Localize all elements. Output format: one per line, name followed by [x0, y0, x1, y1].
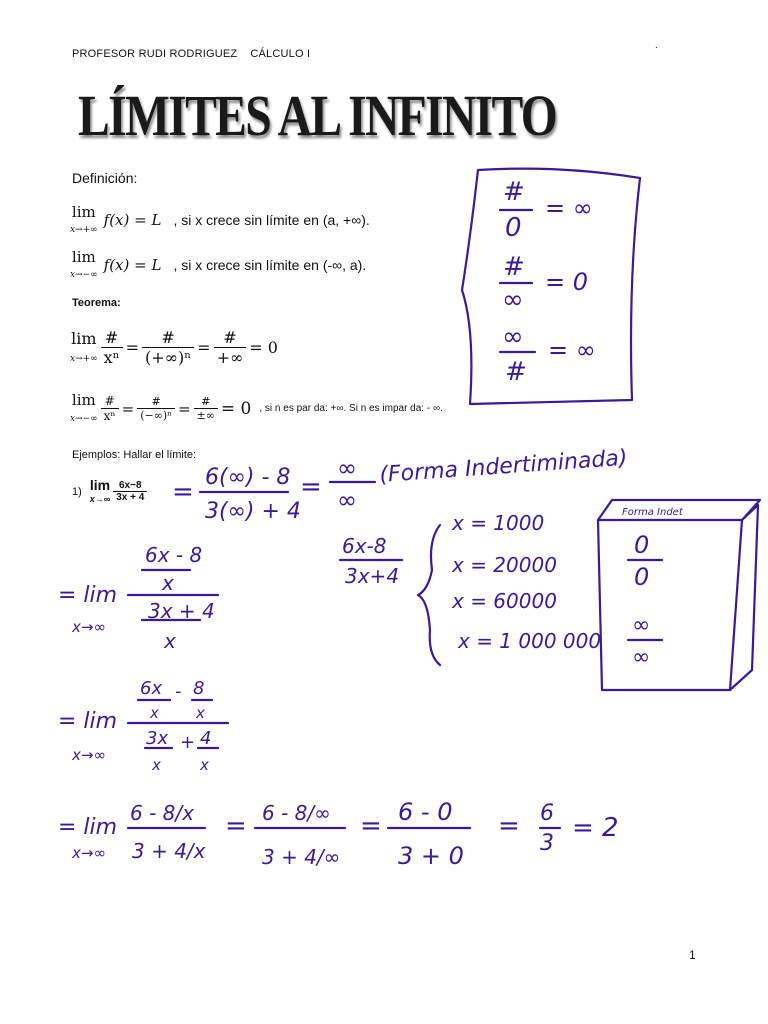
denominator: ±∞	[196, 409, 215, 423]
denominator: xⁿ	[103, 348, 120, 367]
definition-text: , si x crece sin límite en (a, +∞).	[173, 212, 370, 229]
example-number: 1)	[72, 485, 82, 498]
step2-top-den: x	[162, 571, 174, 595]
result: = 0	[220, 398, 252, 419]
lim-subscript: x→+∞	[70, 224, 98, 235]
step3-a-num: 6x	[140, 678, 163, 699]
step3-c-num: 3x	[146, 728, 169, 749]
step1-num: 6(∞) - 8	[205, 465, 291, 490]
book-f2-den: ∞	[632, 645, 651, 670]
result: = 0	[249, 338, 278, 357]
book-f2-num: ∞	[632, 613, 651, 638]
step4-c: 6 - 8/∞	[262, 801, 331, 825]
lim-subscript: x→+∞	[70, 353, 98, 364]
lim-word: lim	[89, 477, 111, 493]
step4-eq-1: =	[225, 811, 247, 841]
rule-3-num: ∞	[502, 322, 524, 352]
step1-note: (Forma Indertiminada)	[378, 445, 629, 488]
lim-word: lim	[71, 248, 96, 266]
definition-expr: f(x) = L	[103, 256, 162, 275]
lim-word: lim	[71, 328, 97, 348]
step1-eq: =	[172, 477, 194, 507]
step3-c-den: x	[152, 756, 161, 774]
step2-top-num: 6x - 8	[145, 543, 203, 567]
step4-g-den: 3	[540, 831, 554, 856]
header-author: PROFESOR RUDI RODRIGUEZ	[72, 48, 238, 60]
definition-expr: f(x) = L	[103, 211, 162, 230]
examples-heading: Ejemplos: Hallar el límite:	[72, 449, 197, 461]
step4-a: 6 - 8/x	[130, 801, 194, 825]
book-f1-num: 0	[634, 531, 650, 559]
lim-subscript: x→−∞	[70, 413, 98, 424]
theorem-heading: Teorema:	[72, 297, 121, 309]
numerator: #	[194, 395, 218, 409]
step1-eq2: =	[300, 472, 322, 502]
numerator: #	[101, 394, 119, 409]
denominator: 3x + 4	[116, 492, 145, 504]
step1-res-den: ∞	[337, 486, 357, 514]
step4-g-result: = 2	[572, 813, 619, 843]
lim-word: lim	[71, 203, 96, 221]
book-label: Forma Indet	[622, 507, 683, 518]
header-dot: .	[655, 40, 658, 51]
equals: =	[125, 338, 140, 357]
definition-text: , si x crece sin límite en (-∞, a).	[173, 257, 367, 274]
denominator: (+∞)ⁿ	[145, 348, 192, 367]
step3-d-num: 4	[200, 728, 212, 749]
lim-subscript: x→−∞	[70, 269, 98, 280]
step3-d-den: x	[200, 756, 209, 774]
step4-e: 6 - 0	[398, 798, 453, 826]
denominator: (−∞)ⁿ	[140, 409, 172, 423]
step2-bot-den: x	[164, 629, 176, 653]
side-num: 6x-8	[342, 534, 387, 558]
equals: =	[197, 338, 211, 357]
numerator: #	[101, 328, 123, 348]
book-shape	[730, 505, 758, 690]
numerator: #	[142, 328, 194, 348]
side-value: x = 1000	[452, 511, 545, 535]
step3-plus: +	[180, 732, 196, 753]
step4-eq-3: =	[498, 811, 520, 841]
step2-eq: = lim	[58, 583, 118, 608]
lim-word: lim	[71, 391, 96, 409]
step4-eq-2: =	[360, 811, 382, 841]
numerator: #	[137, 395, 175, 409]
step4-sub: x→∞	[72, 844, 106, 862]
rule-2-eq: = 0	[545, 268, 589, 296]
step4-b: 3 + 4/x	[132, 839, 206, 863]
side-value: x = 20000	[452, 553, 557, 577]
rule-1-eq: = ∞	[545, 194, 593, 222]
step4-d: 3 + 4/∞	[262, 845, 341, 869]
page-number: 1	[689, 948, 696, 962]
rule-2-num: #	[503, 252, 525, 282]
denominator: +∞	[216, 348, 244, 367]
step3-minus: -	[175, 681, 182, 702]
equals: =	[177, 399, 191, 418]
numerator: 6x−8	[113, 480, 147, 492]
step4-g-num: 6	[540, 801, 554, 826]
denominator: xⁿ	[103, 409, 116, 424]
theorem-note: , si n es par da: +∞. Si n es impar da: - ∞.	[259, 403, 443, 415]
side-den: 3x+4	[345, 564, 400, 588]
side-value: x = 1 000 000	[458, 629, 602, 653]
rule-3-eq: = ∞	[548, 336, 596, 364]
rule-1-den: 0	[505, 213, 522, 243]
book-f1-den: 0	[634, 563, 650, 591]
page-title: LÍMITES AL INFINITO	[78, 83, 557, 148]
step1-res-num: ∞	[337, 454, 357, 482]
numerator: #	[214, 328, 247, 348]
book-shape	[598, 520, 742, 690]
rule-1-num: #	[503, 177, 525, 207]
step2-sub: x→∞	[72, 618, 106, 636]
step4-eq: = lim	[58, 815, 118, 840]
equals: =	[121, 399, 135, 418]
step3-eq: = lim	[58, 709, 118, 734]
header-course: CÁLCULO I	[250, 48, 311, 60]
side-value: x = 60000	[452, 589, 557, 613]
step3-b-den: x	[196, 704, 205, 722]
step4-f: 3 + 0	[398, 842, 464, 870]
step1-den: 3(∞) + 4	[205, 499, 301, 524]
definition-heading: Definición:	[72, 170, 138, 186]
step3-a-den: x	[150, 704, 159, 722]
lim-subscript: x→∞	[89, 493, 111, 504]
step3-sub: x→∞	[72, 746, 106, 764]
step2-bot-num: 3x + 4	[148, 599, 215, 623]
rule-2-den: ∞	[502, 285, 524, 315]
step3-b-num: 8	[193, 678, 205, 699]
curly-brace	[418, 525, 440, 665]
rule-3-den: #	[505, 357, 527, 387]
